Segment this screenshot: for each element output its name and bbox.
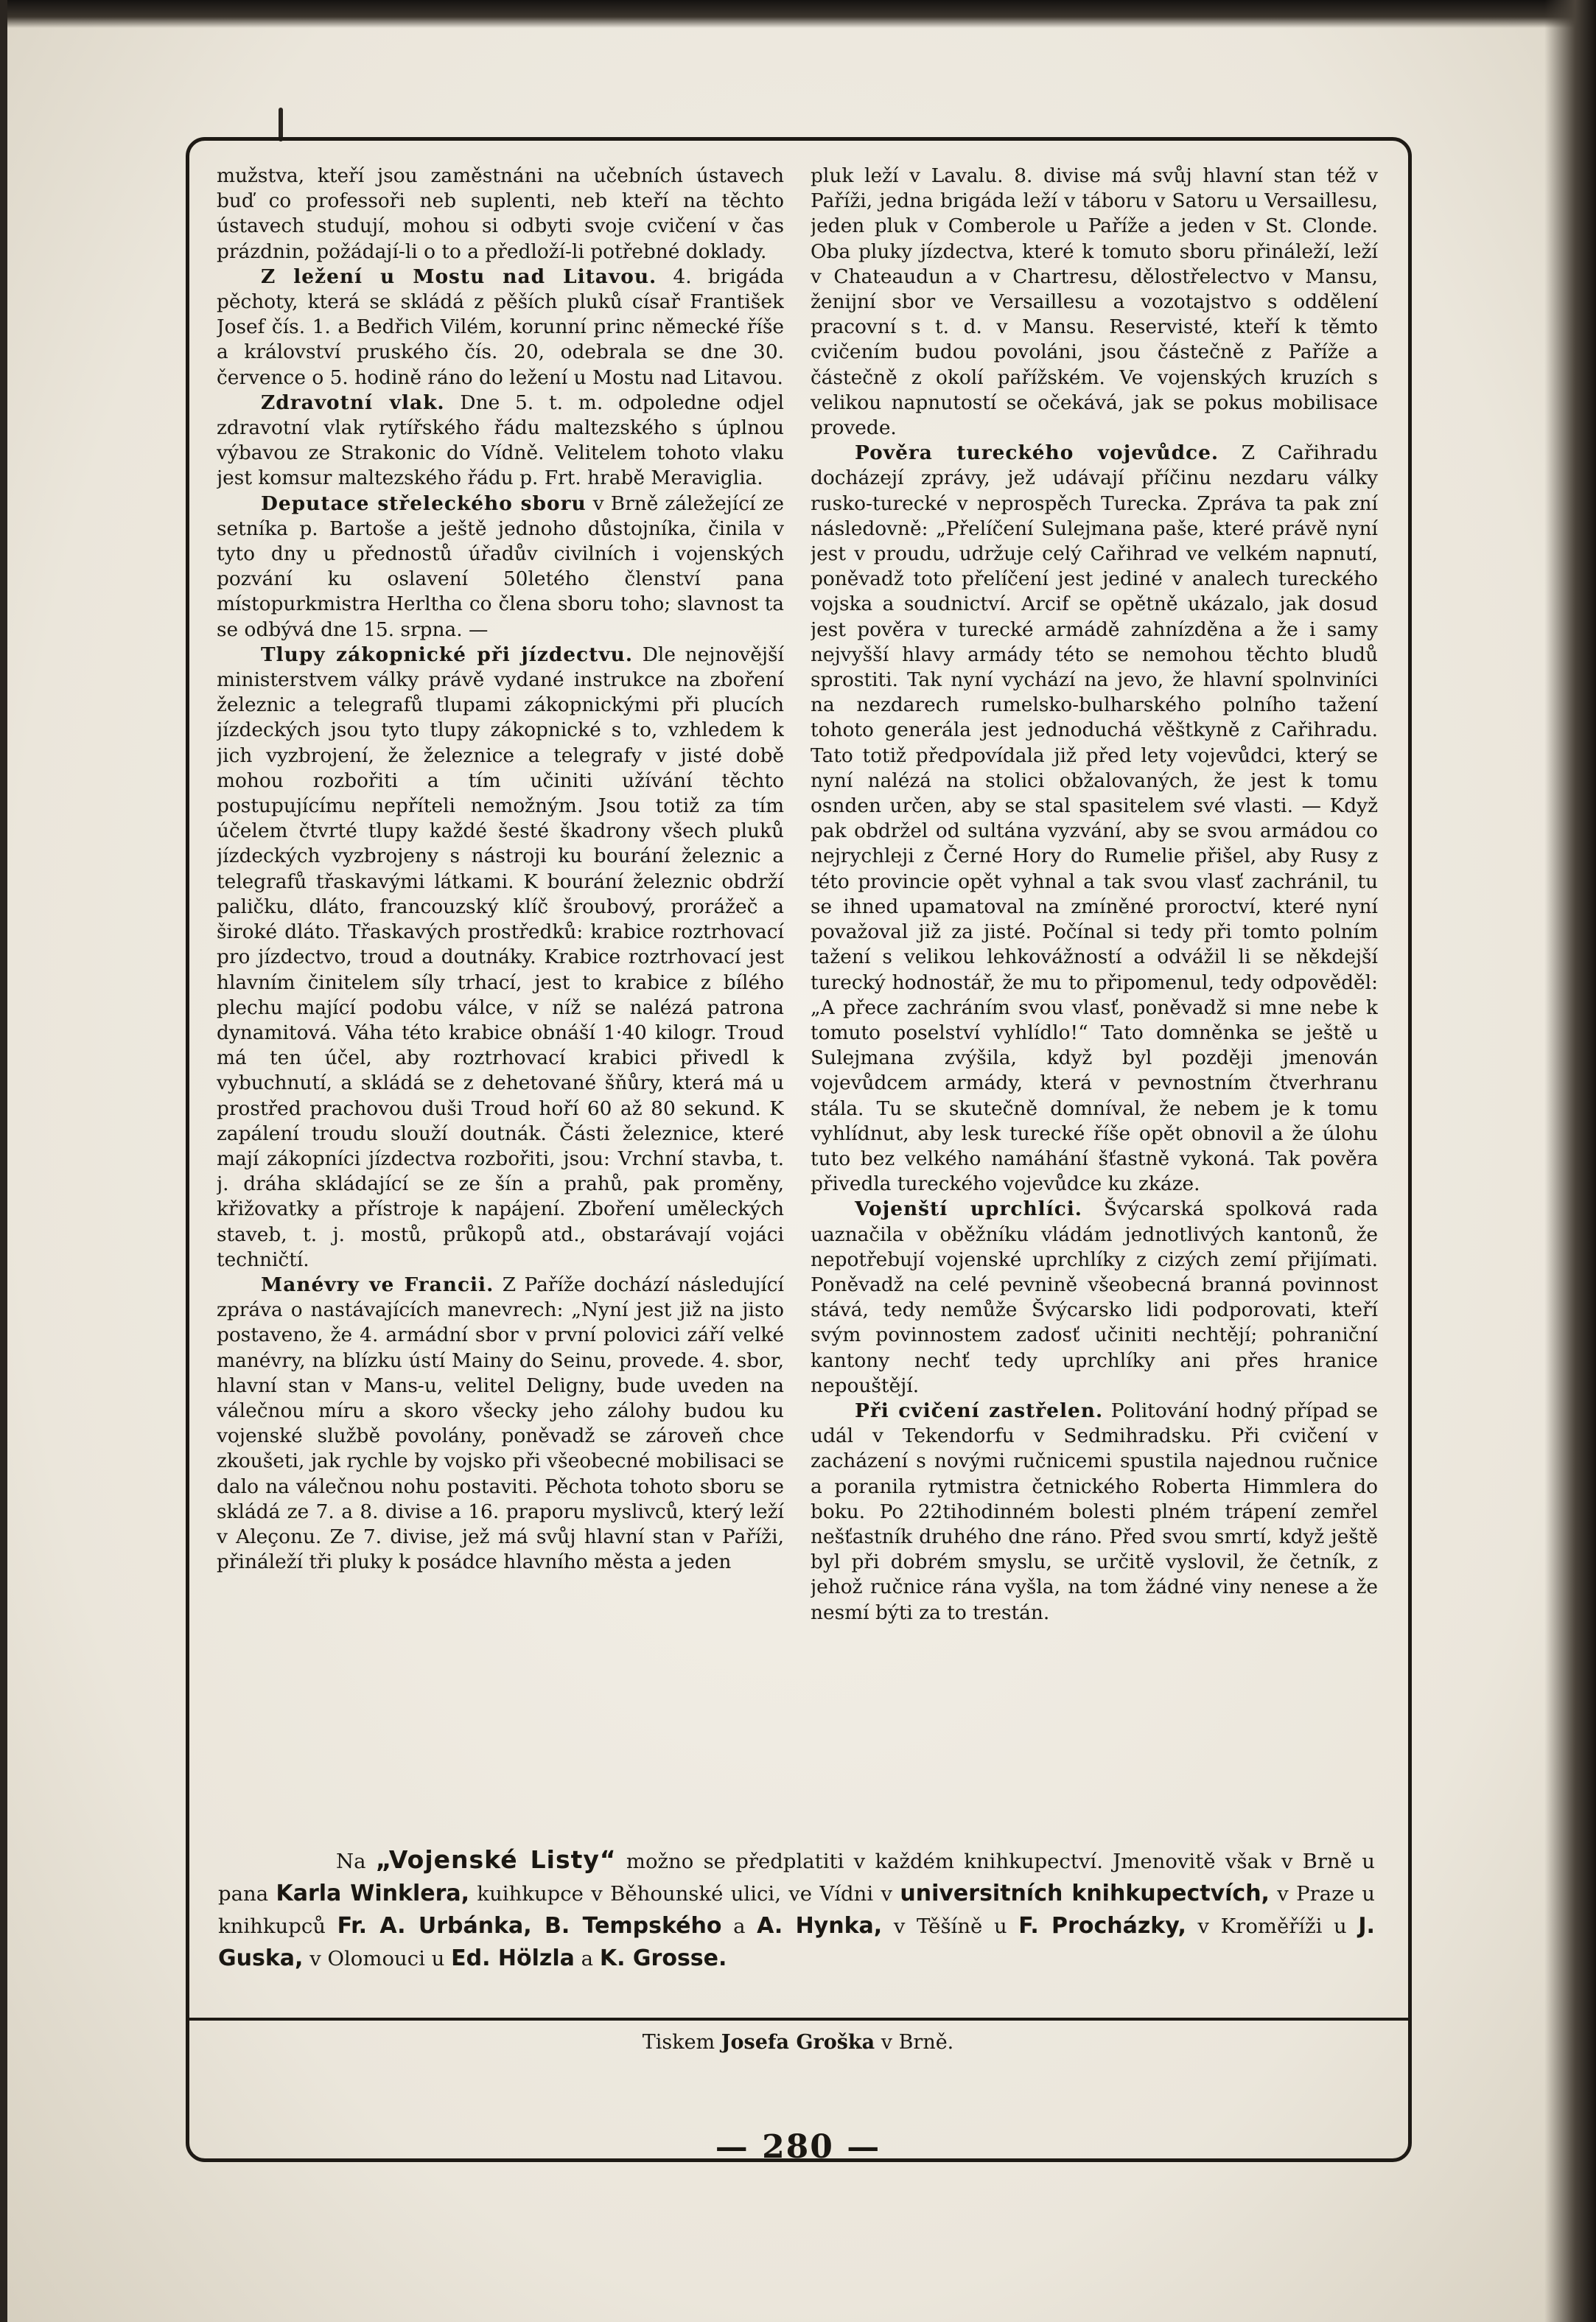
article-tlupy-zakopnicke: Tlupy zákopnické při jízdectvu. Dle nejnovější ministerstvem války právě vydané instrukce na zboření železnic a telegrafů tlupami zákopnickými při plucích jízdeckých jsou tyto tlupy zákopnické s to, vzhledem k jich vyzbrojení, že železnice a telegrafy v jisté době mohou rozbořiti a tím učiniti užívání těchto postupujícímu nepříteli nemožným. Jsou totiž za tím účelem čtvrté tlupy každé šesté škadrony všech pluků jízdeckých vyzbrojeny s nástroji ku bourání železnic a telegrafů třaskavými látkami. K bourání železnic obdrží paličku, dláto, francouzský klíč šroubový, prorážeč a široké dláto. Třaskavých prostředků: krabice roztrhovací pro jízdectvo, troud a doutnáky. Krabice roztrhovací jest hlavním činitelem síly trhací, jest to krabice z bílého plechu mající podobu válce, v níž se nalézá patrona dynamitová. Váha této krabice obnáší 1·40 kilogr. Troud má ten účel, aby roztrhovací krabici přivedl k vybuchnutí, a skládá se z dehetované šňůry, která má u prostřed prachovou duši Troud hoří 60 až 80 sekund. K zapálení troudu slouží doutnák. Části železnice, které mají zákopníci jízdectva rozbořiti, jsou: Vrchní stavba, t. j. dráha skládající se ze šín a prahů, pak proměny, křižovatky a přístroje k napájení. Zboření uměleckých staveb, t. j. mostů, průkopů atd., obstarávají vojáci techničtí. xyxy=(217,643,784,1271)
bookseller-name: J. Guska, xyxy=(218,1913,1375,1971)
article-heading: Vojenští uprchlíci. xyxy=(855,1197,1082,1221)
article-zdravotni-vlak: Zdravotní vlak. Dne 5. t. m. odpoledne odjel zdravotní vlak rytířského řádu maltezského s úplnou výbavou ze Strakonic do Vídně. Velitelem tohoto vlaku jest komsur maltezského řádu p. Frt. hrabě Meraviglia. xyxy=(217,391,784,490)
bookseller-name: Fr. A. Urbánka, B. Tempského xyxy=(337,1913,722,1939)
bookseller-name: F. Procházky, xyxy=(1018,1913,1186,1939)
article-most-nad-litavou: Z ležení u Mostu nad Litavou. 4. brigáda pěchoty, která se skládá z pěších pluků císař František Josef čís. 1. a Bedřich Vilém, korunní princ německé říše a království pruského čís. 20, odebrala se dne 30. července o 5. hodině ráno do ležení u Mostu nad Litavou. xyxy=(217,265,784,389)
article-heading: Zdravotní vlak. xyxy=(261,391,445,414)
page-number: — 280 — xyxy=(715,2128,881,2166)
bookseller-name: Karla Winklera, xyxy=(276,1881,470,1906)
bookseller-name: A. Hynka, xyxy=(757,1913,883,1939)
article-povera: Pověra tureckého vojevůdce. Z Cařihradu docházejí zprávy, jež udávají příčinu nezdaru války rusko-turecké v neprospěch Turecka. Zpráva ta pak zní následovně: „Přelíčení Sulejmana paše, které právě nyní jest v proudu, udržuje celý Cařihrad ve velkém napnutí, poněvadž toto přelíčení jest jediné v analech tureckého vojska a soudnictví. Arcif se opětně ukázalo, jak dosud jest pověra v turecké armádě zahnízděna a že i samy nejvyšší hlavy armády této se nemohou těchto bludů sprostiti. Tak nyní vychází na jevo, že hlavní spolnviníci na nezdarech rumelsko-bulharského polního tažení tohoto generála jest jednoduchá věštkyně z Cařihradu. Tato totiž předpovídala již před lety vojevůdci, který se nyní nalézá na stolici obžalovaných, že jest k tomu osnden určen, aby se stal spasitelem své vlasti. — Když pak obdržel od sultána vyzvání, aby se svou armádou co nejrychleji z Černé Hory do Rumelie přišel, aby Rusy z této provincie opět vyhnal a tak svou vlasť zachránil, tu se ihned upamatoval na zmíněné proroctví, které nyní považoval již za jisté. Počínal si tedy při tomto polním tažení s velikou lehkovážností a odvážil li se někdejší turecký hodnostář, že mu to připomenul, tedy odpověděl: „A přece zachráním svou vlasť, poněvadž si mne nebe k tomuto poselství vyhlídlo!“ Tato domněnka se ještě u Sulejmana zvýšila, když byl později jmenován vojevůdcem armády, která v pevnostním čtverhranu stála. Tu se skutečně domníval, že nebem je k tomu vyhlídnut, aby lesk turecké říše opět obnovil a že úlohu tuto bez velkého namáhání šťastně vykoná. Tak pověra přivedla tureckého vojevůdce ku zkáze. xyxy=(811,441,1378,1196)
article-zastrelen: Při cvičení zastřelen. Politování hodný případ se udál v Tekendorfu v Sedmihradsku. Při cvičení v zacházení s novými ručnicemi spustila najednou ručnice a poranila rytmistra četnického Roberta Himmlera do boku. Po 22tihodinném bolesti plném trápení zemřel nešťastník druhého dne ráno. Před svou smrtí, když ještě byl při dobrém smyslu, se určitě vyslovil, že četník, z jehož ručnice rána vyšla, na tom žádné viny nenese a že nesmí býti za to trestán. xyxy=(811,1399,1378,1624)
printer-imprint: Tiskem Josefa Groška v Brně. xyxy=(642,2031,954,2054)
bookseller-name: Ed. Hölzla xyxy=(451,1945,575,1971)
article-continuation: pluk leží v Lavalu. 8. divise má svůj hlavní stan též v Paříži, jedna brigáda leží v táboru v Satoru u Versaillesu, jeden pluk v Comberole u Paříže a jeden v St. Clonde. Oba pluky jízdectva, které k tomuto sboru přináleží, leží v Chateaudun a v Chartresu, dělostřelectvo v Mansu, ženijní sbor ve Versaillesu a vozotajstvo s oddělení pracovní s t. d. v Mansu. Reservisté, kteří k těmto cvičením budou povoláni, jsou částečně z Paříže a částečně z okolí pařížském. Ve vojenských kruzích s velikou napnutostí se očekává, jak se pokus mobilisace provede. xyxy=(811,164,1378,440)
journal-title: „Vojenské Listy“ xyxy=(375,1845,617,1874)
scan-edge-top xyxy=(0,0,1596,28)
article-heading: Při cvičení zastřelen. xyxy=(855,1399,1104,1422)
divider xyxy=(189,2018,1409,2021)
article-heading: Tlupy zákopnické při jízdectvu. xyxy=(261,643,634,666)
article-manevry: Manévry ve Francii. Z Paříže dochází následující zpráva o nastávajících manevrech: „Nyní jest již na jisto postaveno, že 4. armádní sbor v první polovici září velké manévry, na blízku ústí Mainy do Seinu, provede. 4. sbor, hlavní stan v Mans-u, velitel Deligny, bude uveden na válečnou míru a skoro všecky jeho zálohy budou ku vojenské službě povolány, poněvadž se zároveň chce zkoušeti, jak rychle by vojsko při všeobecné mobilisaci se dalo na válečnou nohu postaviti. Pěchota tohoto sboru se skládá ze 7. a 8. divise a 16. praporu myslivců, který leží v Aleçonu. Ze 7. divise, jež má svůj hlavní stan v Paříži, přináleží tři pluky k posádce hlavního města a jeden xyxy=(217,1273,784,1574)
article-continuation: mužstva, kteří jsou zaměstnáni na učebních ústavech buď co professoři neb suplenti, neb kteří na těchto ústavech studují, mohou si odbyti svoje cvičení v čas prázdnin, požádají-li o to a předloží-li potřebné doklady. xyxy=(217,164,784,263)
right-column xyxy=(811,164,1378,1836)
article-heading: Z ležení u Mostu nad Litavou. xyxy=(261,265,657,288)
subscription-notice: Na „Vojenské Listy“ možno se předplatiti v každém knihkupectví. Jmenovitě však v Brně u pana Karla Winklera, kuihkupce v Běhounské ulici, ve Vídni v universitních knihkupectvích, v Praze u knihkupců Fr. A. Urbánka, B. Tempského a A. Hynka, v Těšíně u F. Procházky, v Kroměříži u J. Guska, v Olomouci u Ed. Hölzla a K. Grosse. xyxy=(218,1845,1376,1971)
left-column xyxy=(217,164,784,1836)
article-uprchlici: Vojenští uprchlíci. Švýcarská spolková rada uaznačila v oběžníku vládám jednotlivých kantonů, že nepotřebují vojenské uprchlíky z cizých zemí přijímati. Poněvadž na celé pevnině všeobecná branná povinnost stává, tedy nemůže Švýcarsko lidi podporovati, kteří svým povinnostem zadosť učiniti nechtějí; pohraniční kantony nechť tedy uprchlíky ani přes hranice nepouštějí. xyxy=(811,1197,1378,1397)
bookseller-name: universitních knihkupectvích, xyxy=(900,1881,1270,1906)
article-heading: Deputace střeleckého sboru xyxy=(261,492,587,515)
scan-edge-right xyxy=(1544,0,1596,2322)
article-heading: Manévry ve Francii. xyxy=(261,1273,494,1296)
article-heading: Pověra tureckého vojevůdce. xyxy=(855,441,1219,465)
scan-edge-left xyxy=(0,0,7,2322)
bookseller-name: K. Grosse. xyxy=(599,1945,727,1971)
article-deputace: Deputace střeleckého sboru v Brně záležející ze setníka p. Bartoše a ještě jednoho důstojníka, činila v tyto dny u přednostů úřadův civilních i vojenských pozvání ku oslavení 50letého členství pana místopurkmistra Herltha co člena sboru toho; slavnost ta se odbývá dne 15. srpna. — xyxy=(217,492,784,641)
